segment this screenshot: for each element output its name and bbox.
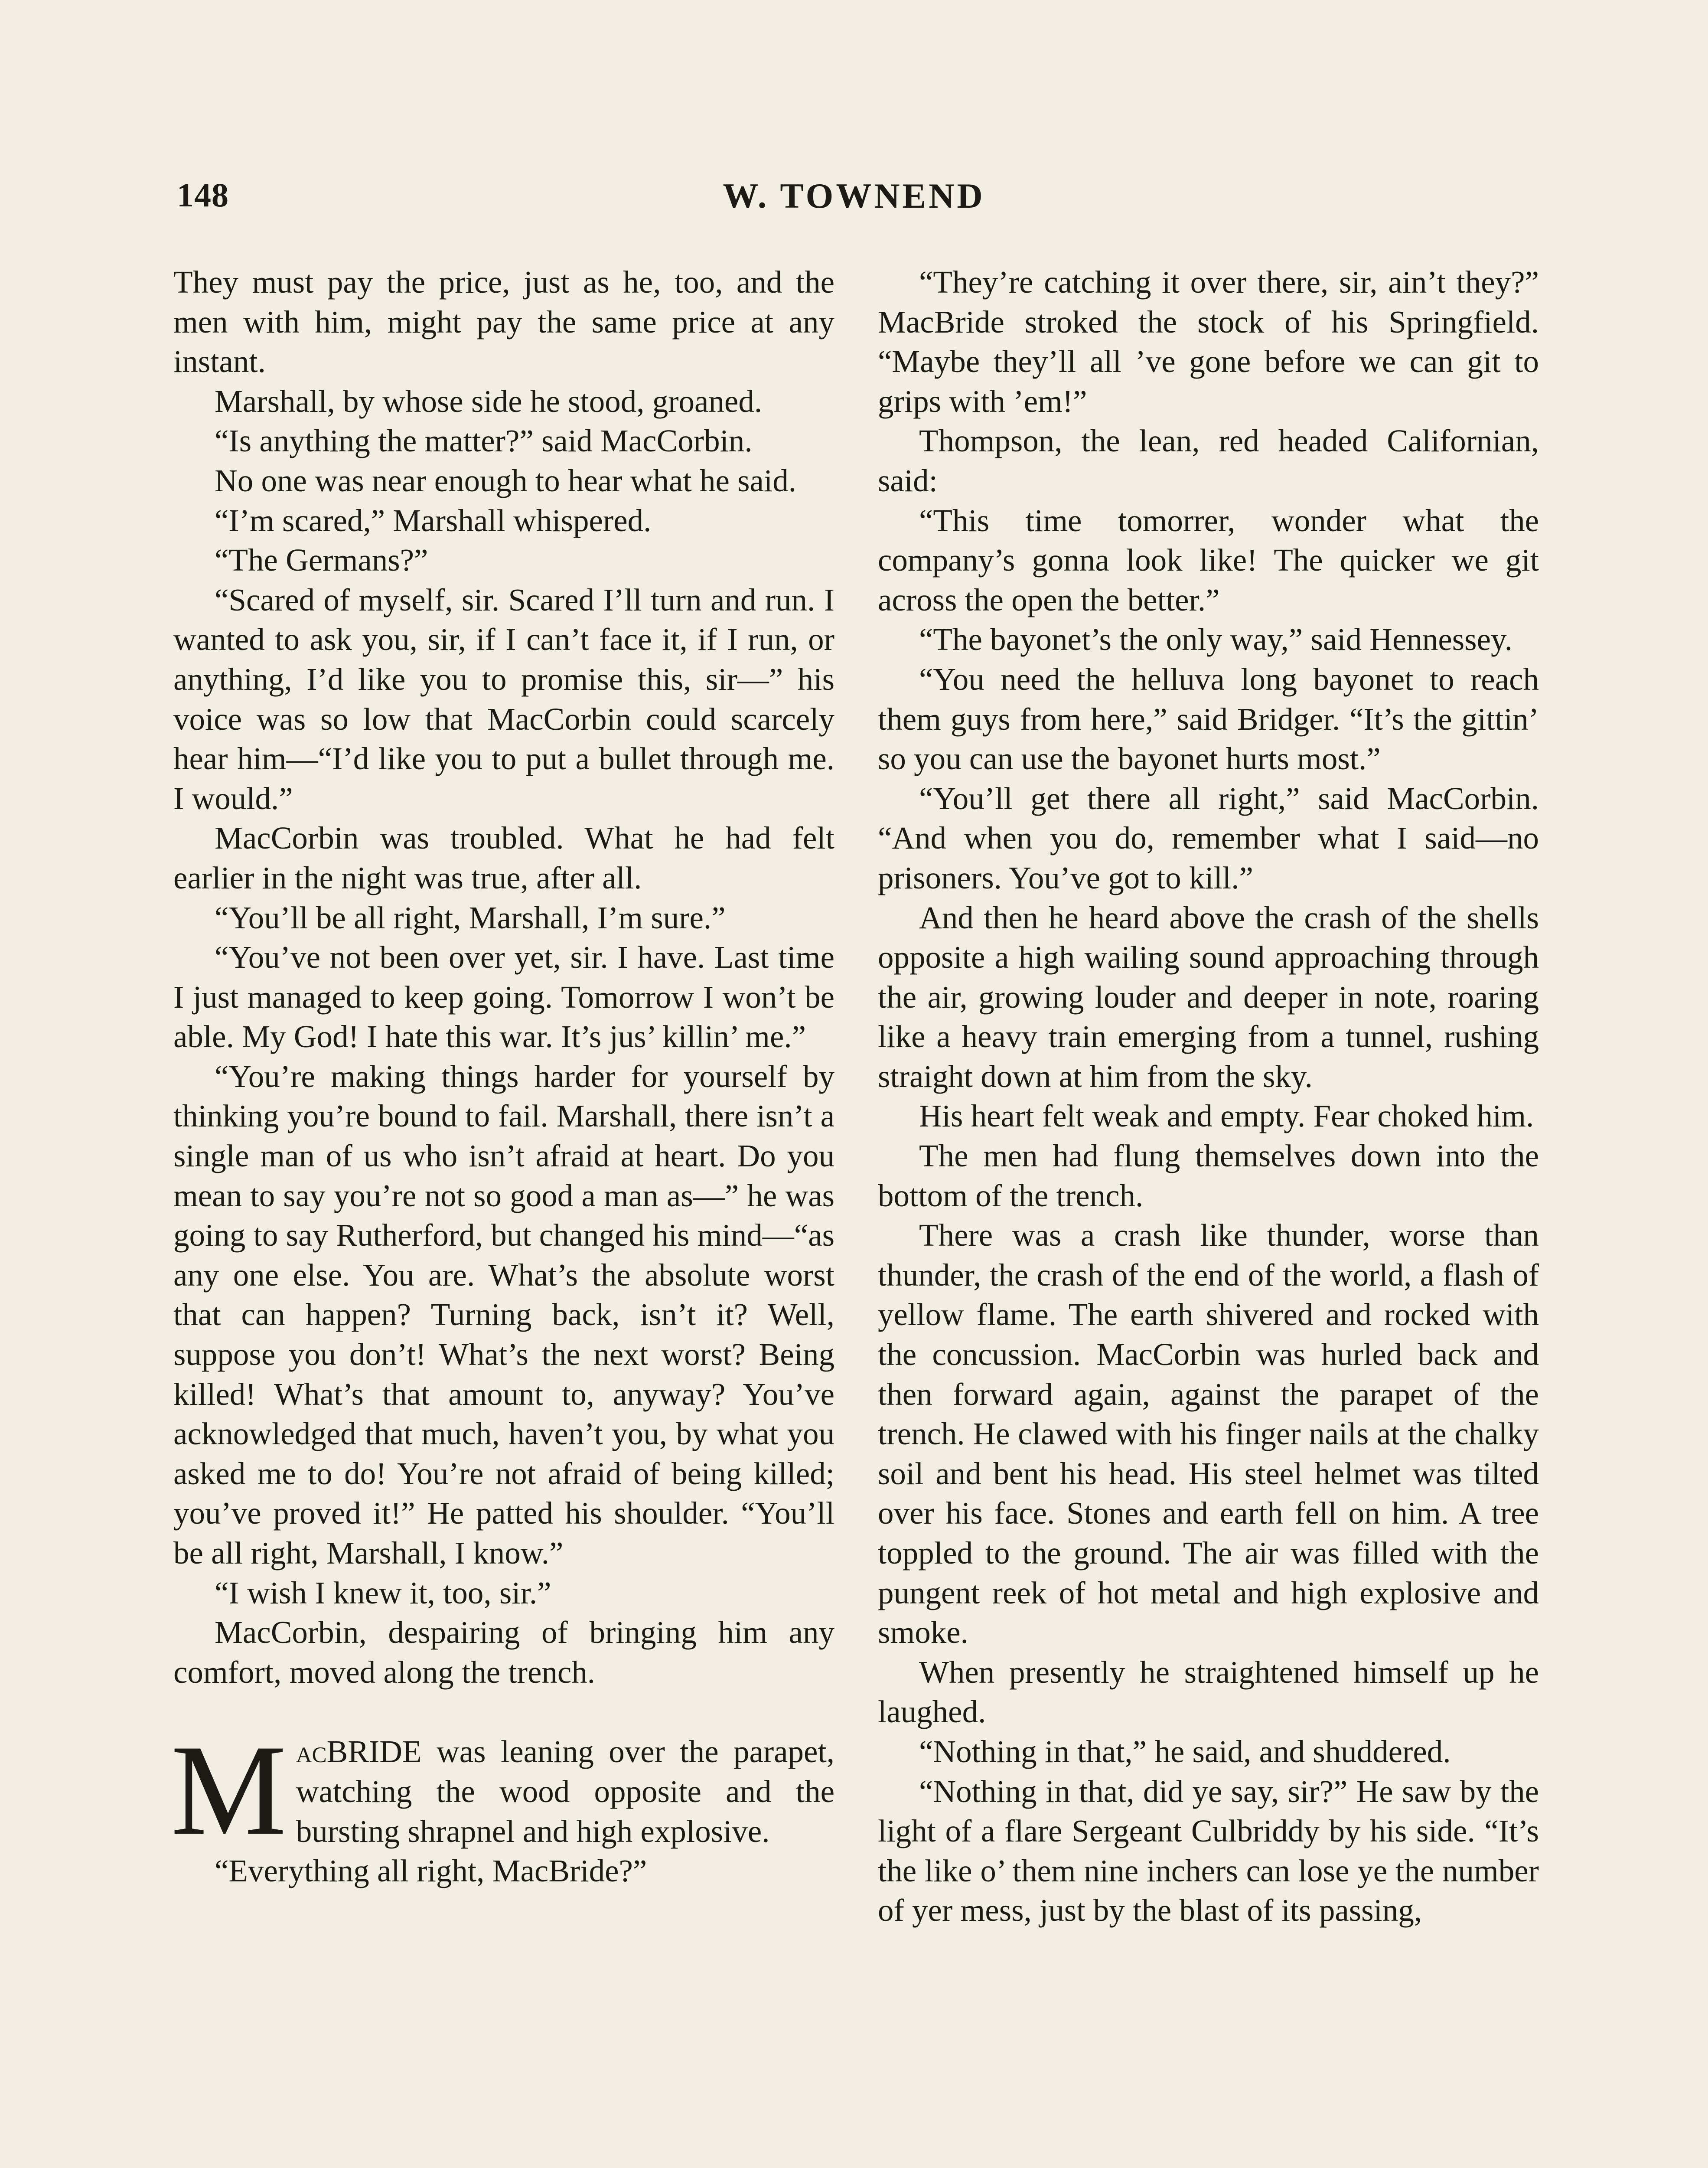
running-head: W. TOWNEND: [723, 176, 985, 215]
paragraph: No one was near enough to hear what he said.: [215, 463, 796, 498]
right-column: [878, 262, 1539, 1930]
paragraph: “You need the helluva long bayonet to reach them guys from here,” said Bridger. “It’s the gittin’ so you can use the bayonet hurts most.”: [878, 661, 1539, 777]
paragraph: “This time tomorrer, wonder what the company’s gonna look like! The quicker we git across the open the better.”: [878, 503, 1539, 617]
paragraph: “You’re making things harder for yourself by thinking you’re bound to fail. Marshall, there isn’t a single man of us who isn’t afraid at heart. Do you mean to say you’re not so good a man as—” he was going to say Rutherford, but changed his mind—“as any one else. You are. What’s the absolute worst that can happen? Turning back, isn’t it? Well, suppose you don’t! What’s the next worst? Being killed! What’s that amount to, anyway? You’ve acknowledged that much, haven’t you, by what you asked me to do! You’re not afraid of being killed; you’ve proved it!” He patted his shoulder. “You’ll be all right, Marshall, I know.”: [173, 1058, 834, 1570]
paragraph: There was a crash like thunder, worse than thunder, the crash of the end of the world, a flash of yellow flame. The earth shivered and rocked with the concussion. MacCorbin was hurled back and then forward again, against the parapet of the trench. He clawed with his finger nails at the chalky soil and bent his head. His steel helmet was tilted over his face. Stones and earth fell on him. A tree toppled to the ground. The air was filled with the pungent reek of hot metal and high explosive and smoke.: [878, 1218, 1539, 1650]
paragraph: “You’ll get there all right,” said MacCorbin. “And when you do, remember what I said—no prisoners. You’ve got to kill.”: [878, 780, 1539, 895]
paragraph: Marshall, by whose side he stood, groaned.: [215, 383, 763, 419]
paragraph: “You’ll be all right, Marshall, I’m sure.”: [215, 900, 726, 935]
paragraph: “The Germans?”: [215, 542, 428, 578]
paragraph: “The bayonet’s the only way,” said Hennessey.: [919, 622, 1512, 657]
drop-cap: M: [171, 1718, 287, 1862]
paragraph: MacCorbin, despairing of bringing him any comfort, moved along the trench.: [173, 1615, 834, 1690]
paragraph: “Is anything the matter?” said MacCorbin.: [215, 423, 753, 459]
section-opening-text: BRIDE was leaning over the parapet, watching the wood opposite and the bursting shrapnel and high explosive.: [296, 1734, 834, 1849]
page-number: 148: [177, 176, 229, 214]
paragraph: And then he heard above the crash of the shells opposite a high wailing sound approaching through the air, growing louder and deeper in note, roaring like a heavy train emerging from a tunnel, rushing straight down at him from the sky.: [878, 900, 1539, 1094]
left-column: [173, 262, 834, 1891]
small-caps-text: ac: [296, 1734, 327, 1770]
paragraph: His heart felt weak and empty. Fear choked him.: [919, 1098, 1534, 1134]
paragraph: “Scared of myself, sir. Scared I’ll turn and run. I wanted to ask you, sir, if I can’t face it, if I run, or anything, I’d like you to promise this, sir—” his voice was so low that MacCorbin could scarcely hear him—“I’d like you to put a bullet through me. I would.”: [173, 582, 834, 816]
paragraph: “I’m scared,” Marshall whispered.: [215, 503, 652, 538]
paragraph: “Nothing in that, did ye say, sir?” He saw by the light of a flare Sergeant Culbriddy by his side. “It’s the like o’ them nine inchers can lose ye the number of yer mess, just by the blast of its passing,: [878, 1773, 1539, 1928]
paragraph: “I wish I knew it, too, sir.”: [215, 1575, 551, 1610]
paragraph: “You’ve not been over yet, sir. I have. Last time I just managed to keep going. Tomorrow I won’t be able. My God! I hate this war. It’s jus’ killin’ me.”: [173, 940, 834, 1055]
paragraph: They must pay the price, just as he, too, and the men with him, might pay the same price at any instant.: [173, 264, 834, 379]
section-opening-paragraph: [171, 1718, 834, 1862]
paragraph: “Nothing in that,” he said, and shuddered.: [919, 1734, 1451, 1769]
paragraph: The men had flung themselves down into the bottom of the trench.: [878, 1138, 1539, 1213]
paragraph: “Everything all right, MacBride?”: [215, 1853, 647, 1889]
paragraph: “They’re catching it over there, sir, ain’t they?” MacBride stroked the stock of his Springfield. “Maybe they’ll all ’ve gone before we can git to grips with ’em!”: [878, 264, 1539, 419]
paragraph: Thompson, the lean, red headed Californian, said:: [878, 423, 1539, 498]
paragraph: When presently he straightened himself up he laughed.: [878, 1654, 1539, 1730]
paragraph: MacCorbin was troubled. What he had felt earlier in the night was true, after all.: [173, 820, 834, 895]
